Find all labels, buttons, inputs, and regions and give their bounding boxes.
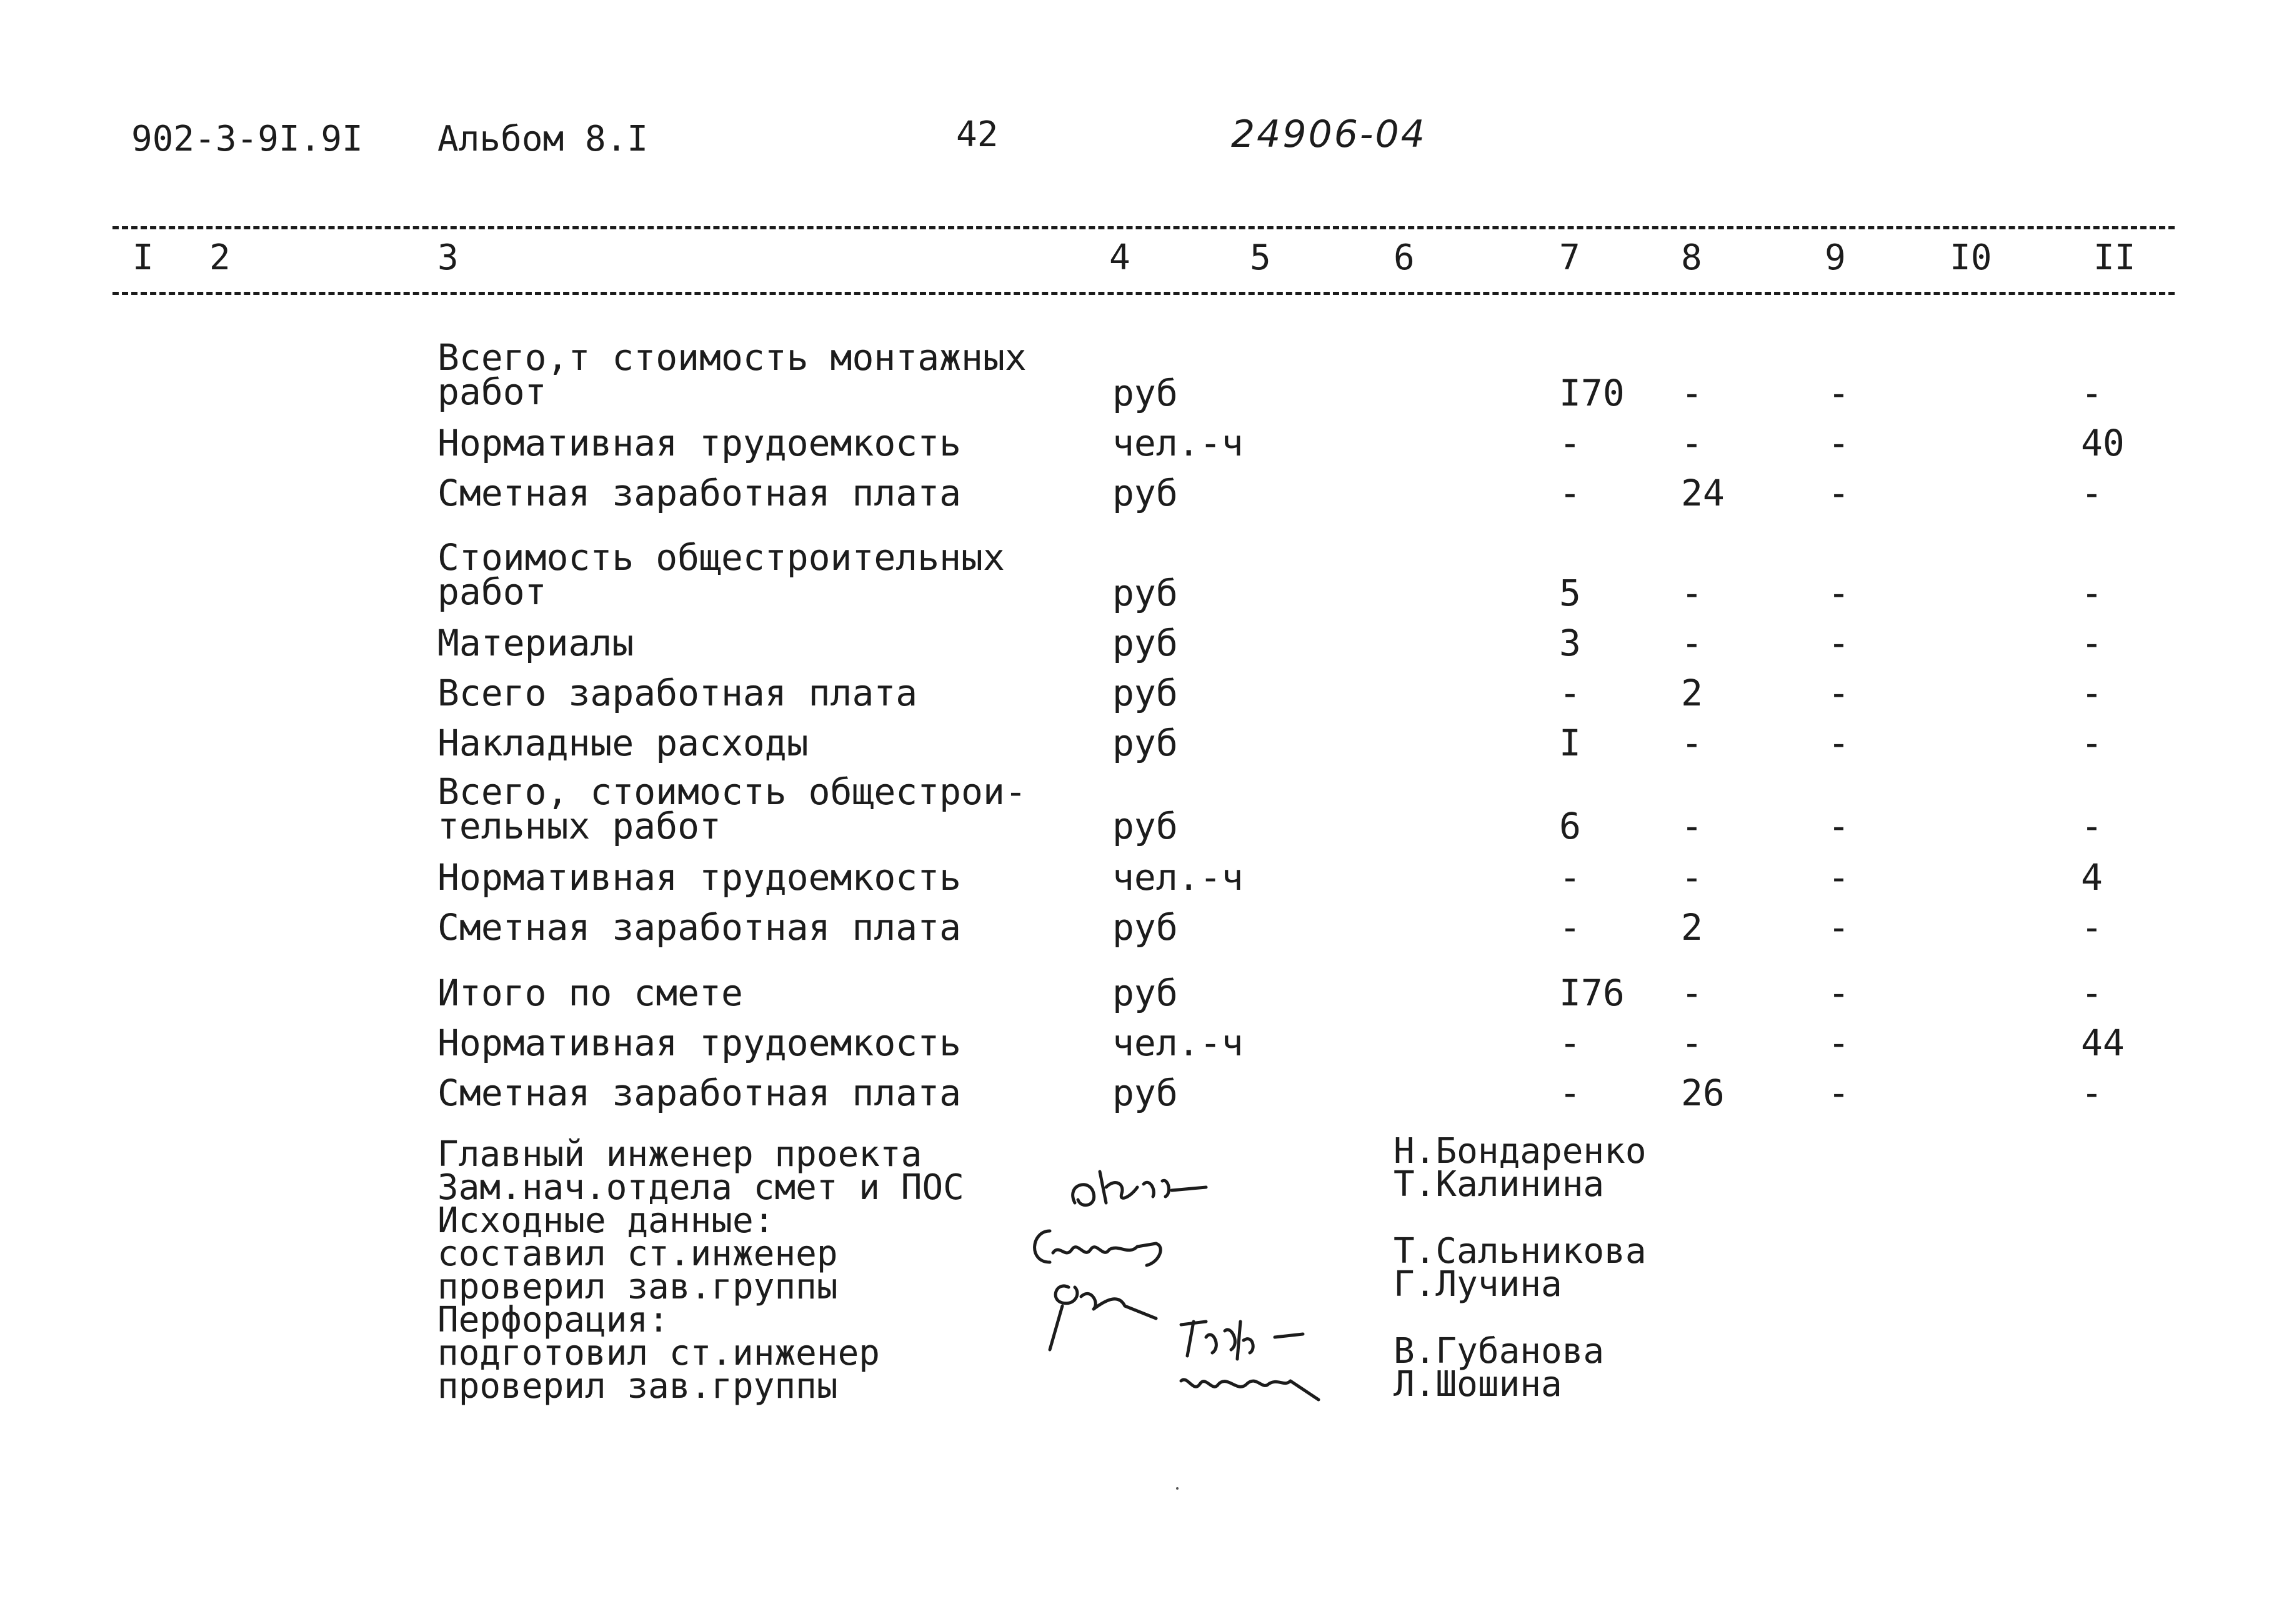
page-number: 42 bbox=[956, 114, 999, 155]
value-cell: - bbox=[1681, 805, 1703, 847]
item-name: Сметная заработная плата bbox=[437, 1072, 962, 1114]
header-bottom-rule bbox=[112, 292, 2175, 295]
signoff-person: Т.Сальникова bbox=[1394, 1231, 1647, 1272]
value-cell: - bbox=[1828, 472, 1850, 514]
unit-cell: руб bbox=[1112, 972, 1178, 1014]
value-cell: - bbox=[1681, 1022, 1703, 1064]
signoff-person: Н.Бондаренко bbox=[1394, 1131, 1647, 1172]
value-cell: 26 bbox=[1681, 1072, 1725, 1114]
value-cell: - bbox=[1828, 1022, 1850, 1064]
signoff-person: Г.Лучина bbox=[1394, 1264, 1562, 1305]
column-header: 6 bbox=[1394, 237, 1415, 278]
column-header: II bbox=[2093, 237, 2136, 278]
table-row bbox=[0, 1022, 2289, 1064]
table-row bbox=[0, 472, 2289, 514]
value-cell: - bbox=[1828, 906, 1850, 949]
signoff-role: Исходные данные: bbox=[437, 1200, 775, 1241]
value-cell: - bbox=[1681, 972, 1703, 1014]
value-cell: - bbox=[1828, 805, 1850, 847]
column-header: I0 bbox=[1950, 237, 1992, 278]
item-name: Материалы bbox=[437, 622, 634, 664]
item-name: Нормативная трудоемкость bbox=[437, 1022, 962, 1064]
value-cell: I bbox=[1559, 722, 1581, 764]
signoff-person: В.Губанова bbox=[1394, 1331, 1605, 1372]
value-cell: 2 bbox=[1681, 906, 1703, 949]
value-cell: - bbox=[1681, 372, 1703, 414]
document-code: 902-3-9I.9I bbox=[131, 119, 363, 159]
value-cell: - bbox=[2081, 372, 2103, 414]
unit-cell: руб bbox=[1112, 722, 1178, 764]
value-cell: - bbox=[1559, 1072, 1581, 1114]
item-name: работ bbox=[437, 371, 547, 413]
value-cell: - bbox=[1559, 856, 1581, 899]
value-cell: - bbox=[1828, 1072, 1850, 1114]
value-cell: - bbox=[1828, 372, 1850, 414]
column-header: I bbox=[132, 237, 154, 278]
item-name: Нормативная трудоемкость bbox=[437, 856, 962, 899]
value-cell: - bbox=[1828, 622, 1850, 664]
table-row bbox=[0, 906, 2289, 949]
signoff-role: Главный инженер проекта bbox=[437, 1134, 922, 1175]
unit-cell: руб bbox=[1112, 572, 1178, 614]
value-cell: 4 bbox=[2081, 856, 2103, 899]
item-name: Всего, стоимость общестрои- bbox=[437, 770, 1027, 813]
value-cell: - bbox=[2081, 1072, 2103, 1114]
table-row bbox=[0, 422, 2289, 464]
item-name: Всего,т стоимость монтажных bbox=[437, 336, 1027, 379]
handwritten-inventory-number: 24906-04 bbox=[1231, 112, 1427, 156]
value-cell: - bbox=[1559, 472, 1581, 514]
value-cell: - bbox=[1828, 972, 1850, 1014]
value-cell: - bbox=[1828, 856, 1850, 899]
unit-cell: руб bbox=[1112, 622, 1178, 664]
unit-cell: руб bbox=[1112, 805, 1178, 847]
album-label: Альбом 8.I bbox=[437, 119, 649, 159]
signoff-person: Л.Шошина bbox=[1394, 1364, 1562, 1405]
signoff-role: Зам.нач.отдела смет и ПОС bbox=[437, 1167, 964, 1208]
item-name: Всего заработная плата bbox=[437, 672, 918, 714]
column-header: 5 bbox=[1250, 237, 1271, 278]
unit-cell: руб bbox=[1112, 672, 1178, 714]
item-name: тельных работ bbox=[437, 805, 721, 847]
value-cell: - bbox=[2081, 722, 2103, 764]
value-cell: - bbox=[1828, 722, 1850, 764]
value-cell: I76 bbox=[1559, 972, 1625, 1014]
unit-cell: руб bbox=[1112, 372, 1178, 414]
table-row bbox=[0, 722, 2289, 764]
value-cell: 40 bbox=[2081, 422, 2125, 464]
column-header: 3 bbox=[437, 237, 459, 278]
table-row bbox=[0, 1072, 2289, 1114]
value-cell: - bbox=[1681, 856, 1703, 899]
item-name: работ bbox=[437, 570, 547, 613]
value-cell: - bbox=[2081, 572, 2103, 614]
column-header: 2 bbox=[209, 237, 231, 278]
table-row bbox=[0, 856, 2289, 899]
value-cell: - bbox=[1828, 422, 1850, 464]
column-header: 8 bbox=[1681, 237, 1702, 278]
value-cell: 6 bbox=[1559, 805, 1581, 847]
value-cell: 2 bbox=[1681, 672, 1703, 714]
column-header: 4 bbox=[1109, 237, 1130, 278]
value-cell: - bbox=[1559, 906, 1581, 949]
value-cell: - bbox=[2081, 805, 2103, 847]
value-cell: - bbox=[2081, 622, 2103, 664]
column-header: 7 bbox=[1559, 237, 1580, 278]
value-cell: 5 bbox=[1559, 572, 1581, 614]
signoff-role: составил ст.инженер bbox=[437, 1233, 838, 1274]
table-row bbox=[0, 622, 2289, 664]
item-name: Нормативная трудоемкость bbox=[437, 422, 962, 464]
signoff-role: проверил зав.группы bbox=[437, 1366, 838, 1407]
value-cell: - bbox=[1828, 572, 1850, 614]
value-cell: - bbox=[1559, 422, 1581, 464]
value-cell: - bbox=[1681, 622, 1703, 664]
signoff-person: Т.Калинина bbox=[1394, 1164, 1605, 1205]
signoff-role: Перфорация: bbox=[437, 1300, 669, 1340]
signature bbox=[1169, 1312, 1344, 1418]
value-cell: - bbox=[1681, 572, 1703, 614]
table-row bbox=[0, 672, 2289, 714]
unit-cell: чел.-ч bbox=[1112, 856, 1244, 899]
item-name: Сметная заработная плата bbox=[437, 906, 962, 949]
item-name: Стоимость общестроительных bbox=[437, 536, 1005, 579]
value-cell: - bbox=[2081, 972, 2103, 1014]
signature bbox=[1062, 1159, 1250, 1215]
value-cell: - bbox=[2081, 472, 2103, 514]
value-cell: - bbox=[1828, 672, 1850, 714]
item-name: Накладные расходы bbox=[437, 722, 809, 764]
unit-cell: чел.-ч bbox=[1112, 1022, 1244, 1064]
unit-cell: руб bbox=[1112, 906, 1178, 949]
unit-cell: чел.-ч bbox=[1112, 422, 1244, 464]
signoff-role: проверил зав.группы bbox=[437, 1267, 838, 1307]
unit-cell: руб bbox=[1112, 472, 1178, 514]
item-name: Сметная заработная плата bbox=[437, 472, 962, 514]
table-row bbox=[0, 972, 2289, 1014]
scan-speck bbox=[1176, 1487, 1179, 1490]
value-cell: 24 bbox=[1681, 472, 1725, 514]
column-header: 9 bbox=[1825, 237, 1846, 278]
value-cell: - bbox=[1681, 722, 1703, 764]
value-cell: - bbox=[2081, 906, 2103, 949]
header-top-rule bbox=[112, 226, 2175, 229]
value-cell: I70 bbox=[1559, 372, 1625, 414]
value-cell: - bbox=[1559, 1022, 1581, 1064]
value-cell: 3 bbox=[1559, 622, 1581, 664]
value-cell: - bbox=[2081, 672, 2103, 714]
value-cell: - bbox=[1559, 672, 1581, 714]
value-cell: - bbox=[1681, 422, 1703, 464]
signoff-role: подготовил ст.инженер bbox=[437, 1333, 880, 1373]
item-name: Итого по смете bbox=[437, 972, 743, 1014]
unit-cell: руб bbox=[1112, 1072, 1178, 1114]
value-cell: 44 bbox=[2081, 1022, 2125, 1064]
